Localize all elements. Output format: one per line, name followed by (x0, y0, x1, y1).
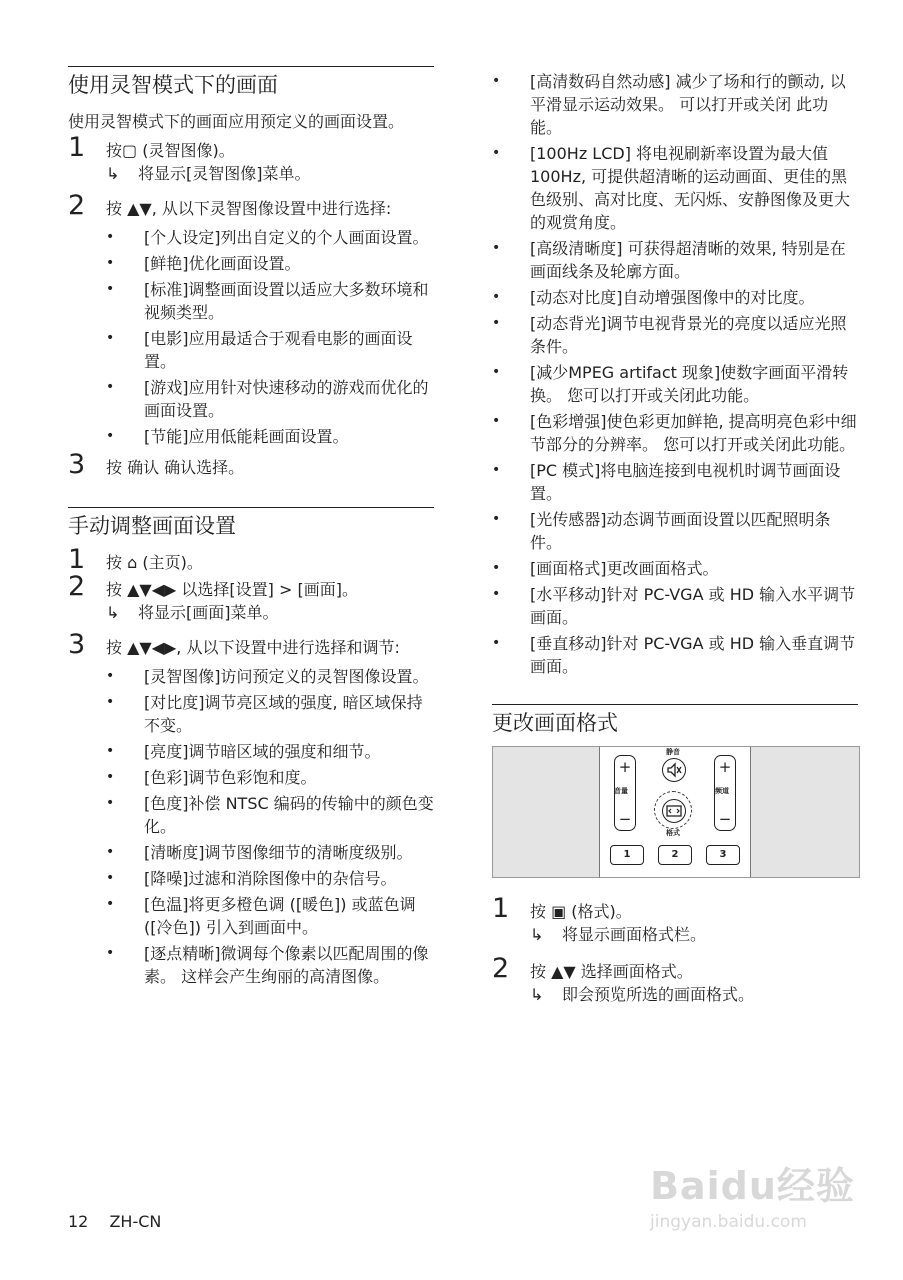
step-number: 2 (68, 571, 86, 602)
step-2 (492, 953, 858, 1006)
result-text: 将显示[灵智图像]菜单。 (138, 164, 311, 183)
step-result (106, 162, 434, 185)
list-item: • [个人设定]列出自定义的个人画面设置。 (106, 226, 434, 249)
remote-body (599, 746, 751, 878)
list-item: • [灵智图像]访问预定义的灵智图像设置。 (106, 665, 434, 688)
mute-label: 静音 (666, 748, 680, 756)
step-text: 按 ⌂ (主页)。 (106, 553, 203, 572)
right-column (492, 0, 858, 1006)
result-arrow-icon: ↳ (530, 985, 544, 1004)
step-number: 2 (68, 190, 86, 221)
section-title: 更改画面格式 (492, 704, 858, 738)
section-manual-picture (68, 507, 434, 988)
step-number: 2 (492, 953, 510, 984)
mute-icon (663, 759, 685, 781)
step-text: 按 ▲▼, 从以下灵智图像设置中进行选择: (106, 199, 392, 218)
result-arrow-icon: ↳ (106, 603, 120, 622)
mute-button (662, 758, 686, 782)
step-number: 1 (68, 544, 86, 575)
step-result (106, 601, 434, 624)
manual-picture-list (106, 665, 434, 988)
section-picture-format (492, 704, 858, 1006)
minus-icon: − (618, 810, 632, 828)
step-3 (68, 629, 434, 660)
result-text: 将显示[画面]菜单。 (138, 603, 279, 622)
list-item: • [色彩]调节色彩饱和度。 (106, 766, 434, 789)
step-3 (68, 449, 434, 480)
list-item: • [清晰度]调节图像细节的清晰度级别。 (106, 841, 434, 864)
step-number: 3 (68, 629, 86, 660)
step-text: 按▢ (灵智图像)。 (106, 141, 235, 160)
number-button-3: 3 (706, 845, 740, 865)
list-item: • [高清数码自然动感] 减少了场和行的颤动, 以平滑显示运动效果。 可以打开或关闭 此功能。 (492, 70, 858, 139)
step-text: 按 确认 确认选择。 (106, 458, 245, 477)
step-1 (68, 132, 434, 185)
plus-icon: + (618, 758, 632, 776)
language-code: ZH-CN (109, 1212, 162, 1231)
format-button (654, 791, 692, 829)
list-item: • [画面格式]更改画面格式。 (492, 557, 858, 580)
list-item: • [光传感器]动态调节画面设置以匹配照明条件。 (492, 508, 858, 554)
step-text: 按 ▲▼◀▶ 以选择[设置] > [画面]。 (106, 580, 358, 599)
list-item: • [对比度]调节亮区域的强度, 暗区域保持不变。 (106, 691, 434, 737)
number-button-1: 1 (610, 845, 644, 865)
intro-text: 使用灵智模式下的画面应用预定义的画面设置。 (68, 112, 405, 131)
list-item: • [动态背光]调节电视背景光的亮度以适应光照条件。 (492, 312, 858, 358)
list-item: • [色度]补偿 NTSC 编码的传输中的颜色变化。 (106, 792, 434, 838)
result-arrow-icon: ↳ (530, 925, 544, 944)
list-item: • [降噪]过滤和消除图像中的杂信号。 (106, 867, 434, 890)
step-result (530, 923, 858, 946)
list-item: • [PC 模式]将电脑连接到电视机时调节画面设置。 (492, 459, 858, 505)
list-item: • [鲜艳]优化画面设置。 (106, 252, 434, 275)
list-item: • [100Hz LCD] 将电视刷新率设置为最大值 100Hz, 可提供超清晰的运动画面、更佳的黑色级别、高对比度、无闪烁、安静图像及更大的观赏角度。 (492, 142, 858, 234)
step-text: 按 ▲▼ 选择画面格式。 (530, 962, 693, 981)
result-arrow-icon: ↳ (106, 164, 120, 183)
step-1 (68, 544, 434, 575)
smart-picture-list (106, 226, 434, 448)
step-text: 按 ▲▼◀▶, 从以下设置中进行选择和调节: (106, 638, 400, 657)
list-item: • [逐点精晰]微调每个像素以匹配周围的像素。 这样会产生绚丽的高清图像。 (106, 942, 434, 988)
number-button-2: 2 (658, 845, 692, 865)
volume-label: 音量 (614, 787, 628, 795)
remote-control-illustration (492, 746, 860, 878)
step-2 (68, 190, 434, 221)
list-item: • [色温]将更多橙色调 ([暖色]) 或蓝色调 ([冷色]) 引入到画面中。 (106, 893, 434, 939)
channel-label: 频道 (715, 787, 729, 795)
step-result (530, 983, 858, 1006)
list-item: • [减少MPEG artifact 现象]使数字画面平滑转换。 您可以打开或关闭此功能。 (492, 361, 858, 407)
list-item: • [高级清晰度] 可获得超清晰的效果, 特别是在画面线条及轮廓方面。 (492, 237, 858, 283)
list-item: • [节能]应用低能耗画面设置。 (106, 425, 434, 448)
format-label: 格式 (666, 829, 680, 837)
list-item: • [标准]调整画面设置以适应大多数环境和视频类型。 (106, 278, 434, 324)
page-number: 12 (68, 1212, 89, 1231)
step-text: 按 ▣ (格式)。 (530, 902, 632, 921)
list-item: • [亮度]调节暗区域的强度和细节。 (106, 740, 434, 763)
format-icon (663, 800, 685, 822)
watermark-url: jingyan.baidu.com (650, 1212, 807, 1232)
list-item: • [电影]应用最适合于观看电影的画面设置。 (106, 327, 434, 373)
list-item: • [动态对比度]自动增强图像中的对比度。 (492, 286, 858, 309)
baidu-watermark (650, 1155, 865, 1255)
result-text: 将显示画面格式栏。 (562, 925, 707, 944)
result-text: 即会预览所选的画面格式。 (562, 985, 755, 1004)
section-smart-picture (68, 66, 434, 479)
step-1 (492, 893, 858, 946)
section-title: 手动调整画面设置 (68, 507, 434, 541)
watermark-brand: Baidu经验 (650, 1164, 855, 1208)
advanced-picture-list (492, 70, 858, 678)
list-item: • [垂直移动]针对 PC-VGA 或 HD 输入垂直调节画面。 (492, 632, 858, 678)
minus-icon: − (718, 810, 732, 828)
plus-icon: + (718, 758, 732, 776)
step-2 (68, 571, 434, 624)
left-column (68, 0, 434, 991)
list-item: • [水平移动]针对 PC-VGA 或 HD 输入水平调节画面。 (492, 583, 858, 629)
list-item: • [色彩增强]使色彩更加鲜艳, 提高明亮色彩中细节部分的分辨率。 您可以打开或关闭此功能。 (492, 410, 858, 456)
page-footer (68, 1212, 177, 1231)
step-number: 1 (68, 132, 86, 163)
step-number: 1 (492, 893, 510, 924)
step-number: 3 (68, 449, 86, 480)
section-title: 使用灵智模式下的画面 (68, 66, 434, 100)
list-item: • [游戏]应用针对快速移动的游戏而优化的画面设置。 (106, 376, 434, 422)
